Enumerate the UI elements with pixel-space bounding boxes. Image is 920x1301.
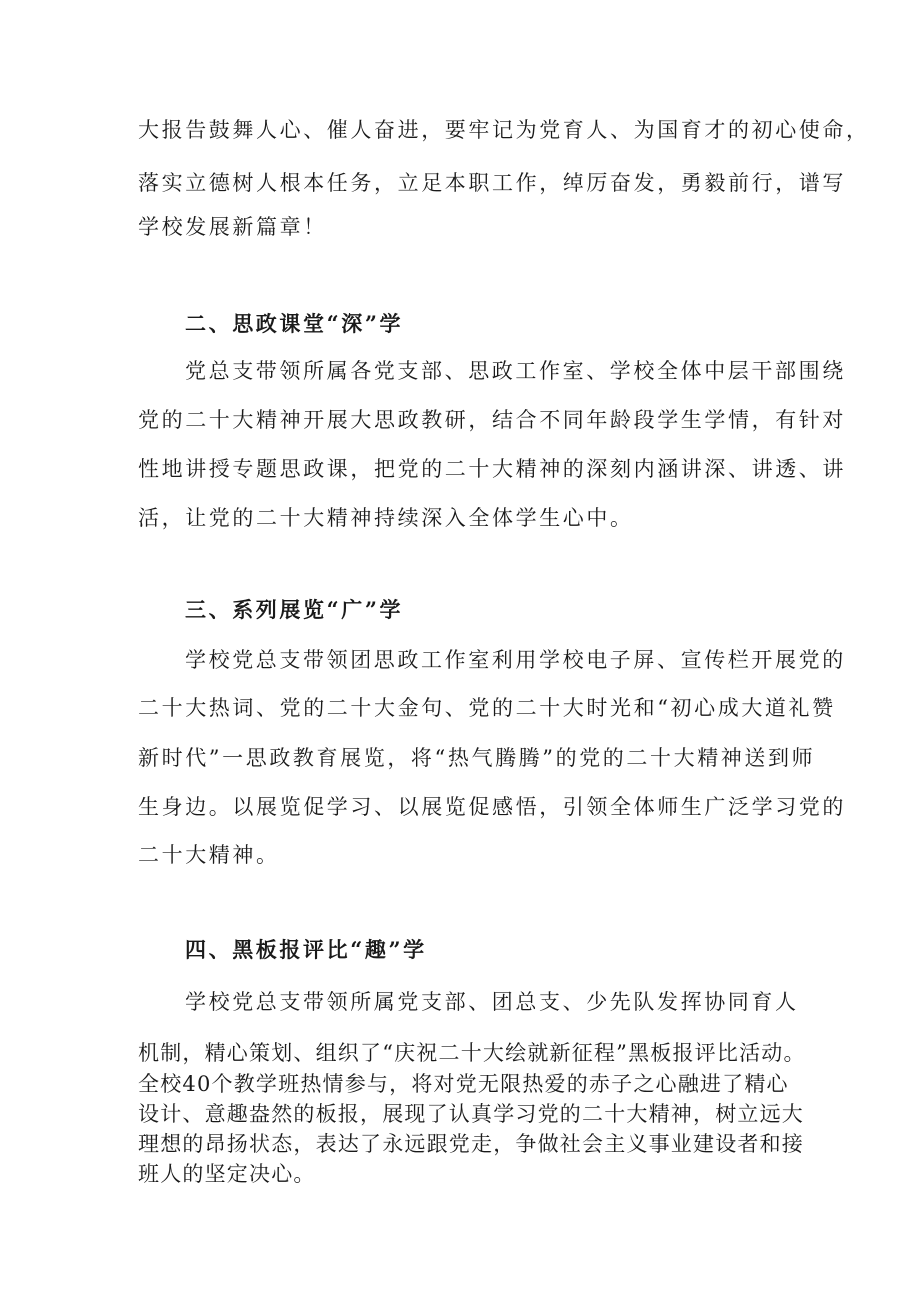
section-heading: 二、思政课堂“深”学 [185,311,404,336]
paragraph-line: 二十大热词、党的二十大金句、党的二十大时光和“初心成大道礼赞 [138,696,836,720]
paragraph-line: 理想的昂扬状态，表达了永远跟党走，争做社会主义事业建设者和接 [138,1132,804,1156]
paragraph-line: 党的二十大精神开展大思政教研，结合不同年龄段学生学情，有针对 [138,408,846,432]
paragraph-line: 班人的坚定决心。 [138,1162,316,1186]
paragraph-line: 大报告鼓舞人心、催人奋进，要牢记为党育人、为国育才的初心使命， [138,118,870,142]
paragraph-line: 学校党总支带领所属党支部、团总支、少先队发挥协同育人 [185,990,799,1014]
paragraph-line: 新时代”一思政教育展览，将“热气腾腾”的党的二十大精神送到师 [138,746,816,770]
paragraph-line: 学校发展新篇章！ [138,215,327,239]
section-heading: 四、黑板报评比“趣”学 [185,937,427,962]
paragraph-line: 党总支带领所属各党支部、思政工作室、学校全体中层干部围绕 [185,359,846,383]
paragraph-line: 生身边。以展览促学习、以展览促感悟，引领全体师生广泛学习党的 [138,795,846,819]
paragraph-line: 机制，精心策划、组织了“庆祝二十大绘就新征程”黑板报评比活动。 [138,1041,806,1065]
paragraph-line: 二十大精神。 [138,843,280,867]
paragraph-line: 学校党总支带领团思政工作室利用学校电子屏、宣传栏开展党的 [185,648,846,672]
section-heading: 三、系列展览“广”学 [185,597,404,622]
paragraph-line: 活，让党的二十大精神持续深入全体学生心中。 [138,506,634,530]
paragraph-line: 设计、意趣盎然的板报，展现了认真学习党的二十大精神，树立远大 [138,1102,804,1126]
paragraph-line: 落实立德树人根本任务，立足本职工作，绰厉奋发，勇毅前行，谱写 [138,171,846,195]
paragraph-line: 全校40个教学班热情参与，将对党无限热爱的赤子之心融进了精心 [138,1072,789,1096]
paragraph-line: 性地讲授专题思政课，把党的二十大精神的深刻内涵讲深、讲透、讲 [138,457,846,481]
